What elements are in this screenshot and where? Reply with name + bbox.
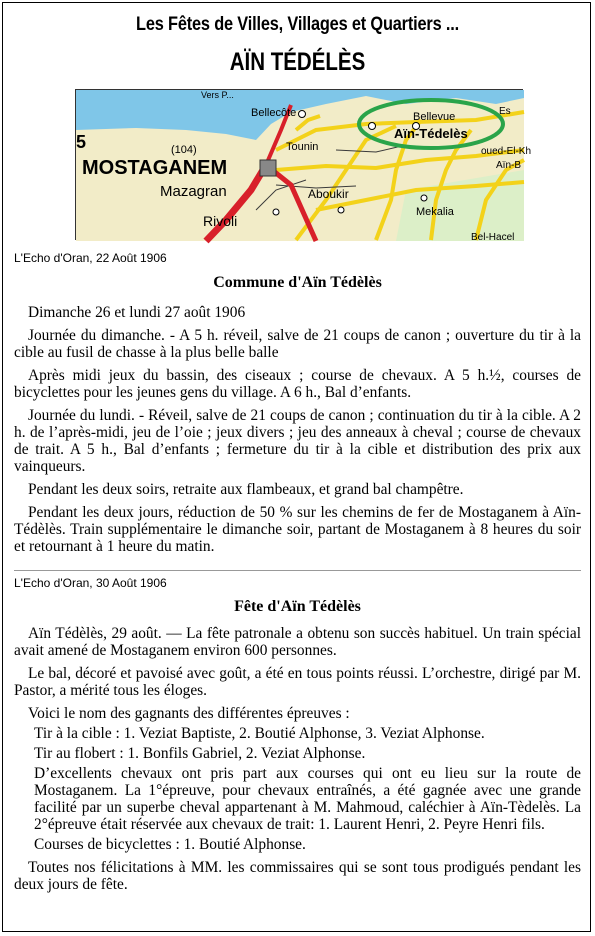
- map-label-ain-tedeles: Aïn-Tédelès: [394, 126, 468, 141]
- article1-source: L'Echo d'Oran, 22 Août 1906: [14, 251, 167, 265]
- map-label-mazagran: Mazagran: [160, 183, 227, 200]
- result-item: Tir au flobert : 1. Bonfils Gabriel, 2. Veziat Alphonse.: [34, 745, 366, 762]
- map-label-aboukir: Aboukir: [308, 187, 349, 201]
- map-label-mekalia: Mekalia: [416, 206, 454, 218]
- map-label-rivoli: Rivoli: [203, 213, 238, 229]
- article1-paragraph: Dimanche 26 et lundi 27 août 1906: [28, 304, 246, 321]
- map-label-tounin: Tounin: [286, 141, 319, 153]
- result-item: Courses de bicyclettes : 1. Boutié Alphonse.: [34, 836, 306, 853]
- map-label-bel-hacel: Bel-Hacel: [471, 232, 515, 243]
- article1-title: Commune d'Aïn Tédèlès: [213, 274, 382, 291]
- location-map: [75, 89, 532, 243]
- map-label-route-number: 5: [76, 132, 87, 152]
- map-label-vers-port: Vers P...: [201, 90, 234, 100]
- article2-paragraph: Aïn Tédèlès, 29 août. — La fête patronale a obtenu son succès habituel. Un train spécial avait amené de Mostaganem environ 600 personnes.: [14, 625, 581, 659]
- rivoli-marker: [273, 209, 279, 215]
- article2-paragraph: Voici le nom des gagnants des différentes épreuves :: [28, 705, 350, 722]
- aboukir-marker: [338, 207, 344, 213]
- map-label-es: Es: [499, 106, 511, 117]
- map-label-ain-el-kh: oued-El-Kh: [481, 146, 532, 157]
- article2-paragraph: Le bal, décoré et pavoisé avec goût, a été en tous points réussi. L’orchestre, dirigé par M. Pastor, a mérité tous les éloges.: [14, 665, 581, 699]
- article1-paragraph: Pendant les deux soirs, retraite aux flambeaux, et grand bal champêtre.: [28, 481, 464, 498]
- article2-body: [14, 625, 581, 899]
- map-label-road-104: (104): [171, 144, 197, 156]
- map-label-mostaganem: MOSTAGANEM: [82, 157, 228, 179]
- map-label-bellevue: Bellevue: [413, 111, 456, 123]
- article1-body: [14, 304, 581, 561]
- mekalia-marker: [421, 195, 427, 201]
- bellecote-marker: [299, 111, 306, 118]
- map-graphic: [76, 90, 532, 243]
- result-item: D’excellents chevaux ont pris part aux courses qui ont eu lieu sur la route de Mostaganem. La 1°épreuve, pour chevaux entraînés, a été gagnée avec une grande facilité par un superbe cheval appartenant à M. Mahmoud, caléchier à Aïn-Tèdelès. La 2°épreuve était réservée aux chevaux de trait: 1. Laurent Henri, 2. Peyre Henri fils.: [34, 765, 581, 833]
- article2-title: Fête d'Aïn Tédèlès: [234, 598, 361, 615]
- article2-closing: Toutes nos félicitations à MM. les commissaires qui se sont tous prodigués pendant les deux jours de fête.: [14, 859, 581, 893]
- section-divider: [14, 570, 581, 571]
- place-title: AÏN TÉDÉLÈS: [229, 48, 366, 76]
- article1-paragraph: Journée du dimanche. - A 5 h. réveil, salve de 21 coups de canon ; ouverture du tir à la cible au fusil de chasse à la plus belle balle: [14, 327, 581, 361]
- map-label-ain-b: Aïn-B: [496, 160, 522, 171]
- article1-paragraph: Après midi jeux du bassin, des ciseaux ; course de chevaux. A 5 h.½, courses de bicyclettes pour les jeunes gens du village. A 6 h., Bal d’enfants.: [14, 367, 581, 401]
- map-label-bellecote: Bellecôte: [251, 107, 297, 119]
- article1-paragraph: Pendant les deux jours, réduction de 50 % sur les chemins de fer de Mostaganem à Aïn-Tédèlès. Train supplémentaire le dimanche soir, partant de Mostaganem à 8 heures du soir et retournant à 1 heure du matin.: [14, 504, 581, 555]
- mostaganem-marker: [260, 160, 276, 176]
- bellevue-marker: [369, 123, 376, 130]
- article2-source: L'Echo d'Oran, 30 Août 1906: [14, 576, 167, 590]
- series-title: Les Fêtes de Villes, Villages et Quartiers ...: [136, 14, 459, 35]
- article1-paragraph: Journée du lundi. - Réveil, salve de 21 coups de canon ; continuation du tir à la cible. A 2 h. de l’après-midi, jeu de l’oie ; jeux divers ; jeu des anneaux à cheval ; course de chevaux de trait. A 5 h., Bal d’enfants ; fermeture du tir à la cible et distribution des prix aux vainqueurs.: [14, 407, 581, 475]
- result-item: Tir à la cible : 1. Veziat Baptiste, 2. Boutié Alphonse, 3. Veziat Alphonse.: [34, 725, 485, 742]
